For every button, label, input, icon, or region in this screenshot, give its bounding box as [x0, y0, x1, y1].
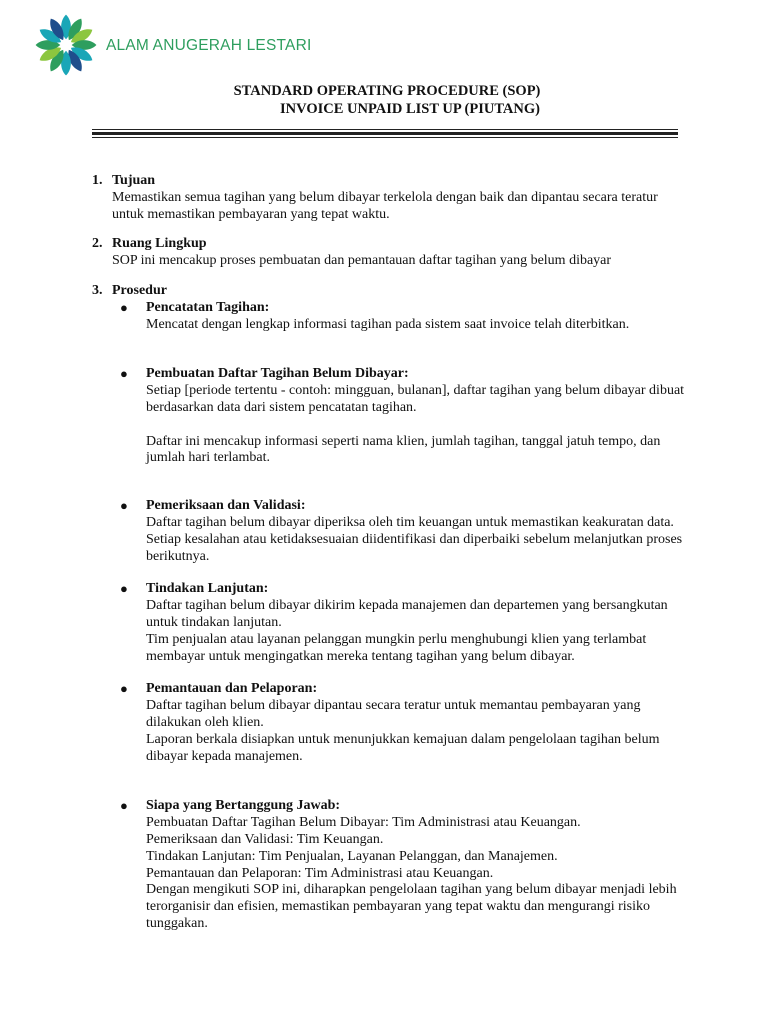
procedure-item-text: Daftar tagihan belum dibayar dipantau secara teratur untuk memantau pembayaran yang dilakukan oleh klien.	[146, 698, 641, 730]
procedure-item-heading: Pemeriksaan dan Validasi:	[146, 498, 306, 514]
section-heading: Ruang Lingkup	[112, 236, 207, 252]
procedure-item-text: Daftar tagihan belum dibayar dikirim kepada manajemen dan departemen yang bersangkutan untuk tindakan lanjutan.	[146, 598, 668, 630]
section-number: 3.	[92, 282, 103, 298]
responsibility-line: Pemeriksaan dan Validasi: Tim Keuangan.	[146, 831, 384, 847]
header-rule-thin-top	[92, 129, 678, 130]
procedure-item-pencatatan	[120, 300, 692, 334]
company-logo	[30, 12, 311, 78]
header-rule-thick	[92, 132, 678, 135]
document-subtitle: INVOICE UNPAID LIST UP (PIUTANG)	[280, 101, 540, 117]
procedure-item-text: Daftar tagihan belum dibayar diperiksa oleh tim keuangan untuk memastikan keakuratan data.	[146, 514, 674, 530]
section-heading: Tujuan	[112, 173, 156, 188]
section-ruang-lingkup	[92, 236, 692, 270]
procedure-item-tindakan	[120, 581, 692, 665]
document-title: STANDARD OPERATING PROCEDURE (SOP)	[233, 83, 541, 99]
bullet-icon: ●	[120, 581, 128, 597]
procedure-item-text: Setiap kesalahan atau ketidaksesuaian diidentifikasi dan diperbaiki sebelum melanjutkan proses berikutnya.	[146, 531, 683, 564]
section-tujuan	[92, 173, 692, 223]
leaf-flower-logo-icon	[30, 12, 102, 78]
section-text: Memastikan semua tagihan yang belum dibayar terkelola dengan baik dan dipantau secara teratur untuk memastikan pembayaran yang tepat waktu.	[112, 189, 658, 222]
bullet-icon: ●	[120, 498, 128, 514]
bullet-icon: ●	[120, 299, 128, 315]
section-heading: Prosedur	[112, 282, 167, 298]
procedure-item-heading: Tindakan Lanjutan:	[146, 581, 269, 597]
bullet-icon: ●	[120, 366, 128, 382]
procedure-item-text: Laporan berkala disiapkan untuk menunjukkan kemajuan dalam pengelolaan tagihan belum dibayar kepada manajemen.	[146, 731, 660, 764]
procedure-item-pembuatan	[120, 366, 692, 467]
section-prosedur	[92, 283, 692, 300]
closing-statement: Dengan mengikuti SOP ini, diharapkan pengelolaan tagihan yang belum dibayar menjadi lebih terorganisir dan efisien, memastikan pembayaran yang tepat waktu dan mengurangi risiko tunggakan.	[146, 882, 677, 931]
header-rule-thin-bottom	[92, 137, 678, 138]
section-number: 1.	[92, 173, 103, 188]
company-name: ALAM ANUGERAH LESTARI	[106, 37, 312, 54]
procedure-item-heading: Pembuatan Daftar Tagihan Belum Dibayar:	[146, 366, 409, 382]
procedure-item-text: Setiap [periode tertentu - contoh: mingguan, bulanan], daftar tagihan yang belum dibayar dibuat berdasarkan data dari sistem pencatatan tagihan.	[146, 383, 685, 415]
document-body	[92, 173, 692, 933]
paragraph-gap	[146, 417, 692, 434]
procedure-item-heading: Pencatatan Tagihan:	[146, 299, 270, 315]
section-number: 2.	[92, 236, 103, 252]
bullet-icon: ●	[120, 798, 128, 814]
bullet-icon: ●	[120, 681, 128, 697]
procedure-item-text: Tim penjualan atau layanan pelanggan mungkin perlu menghubungi klien yang terlambat membayar untuk mengingatkan mereka tentang tagihan yang belum dibayar.	[146, 631, 647, 664]
responsibility-line: Pembuatan Daftar Tagihan Belum Dibayar: Tim Administrasi atau Keuangan.	[146, 815, 581, 831]
responsibility-line: Tindakan Lanjutan: Tim Penjualan, Layanan Pelanggan, dan Manajemen.	[146, 848, 558, 864]
procedure-item-text: Daftar ini mencakup informasi seperti nama klien, jumlah tagihan, tanggal jatuh tempo, dan jumlah hari terlambat.	[146, 433, 661, 466]
section-text: SOP ini mencakup proses pembuatan dan pemantauan daftar tagihan yang belum dibayar	[112, 253, 612, 269]
procedure-item-penanggung-jawab	[120, 798, 692, 932]
procedure-item-pemeriksaan	[120, 498, 692, 565]
procedure-list	[92, 300, 692, 933]
procedure-item-heading: Pemantauan dan Pelaporan:	[146, 681, 318, 697]
procedure-item-heading: Siapa yang Bertanggung Jawab:	[146, 798, 341, 814]
responsibility-line: Pemantauan dan Pelaporan: Tim Administrasi atau Keuangan.	[146, 865, 494, 881]
procedure-item-pemantauan	[120, 681, 692, 765]
procedure-item-text: Mencatat dengan lengkap informasi tagihan pada sistem saat invoice telah diterbitkan.	[146, 316, 630, 332]
